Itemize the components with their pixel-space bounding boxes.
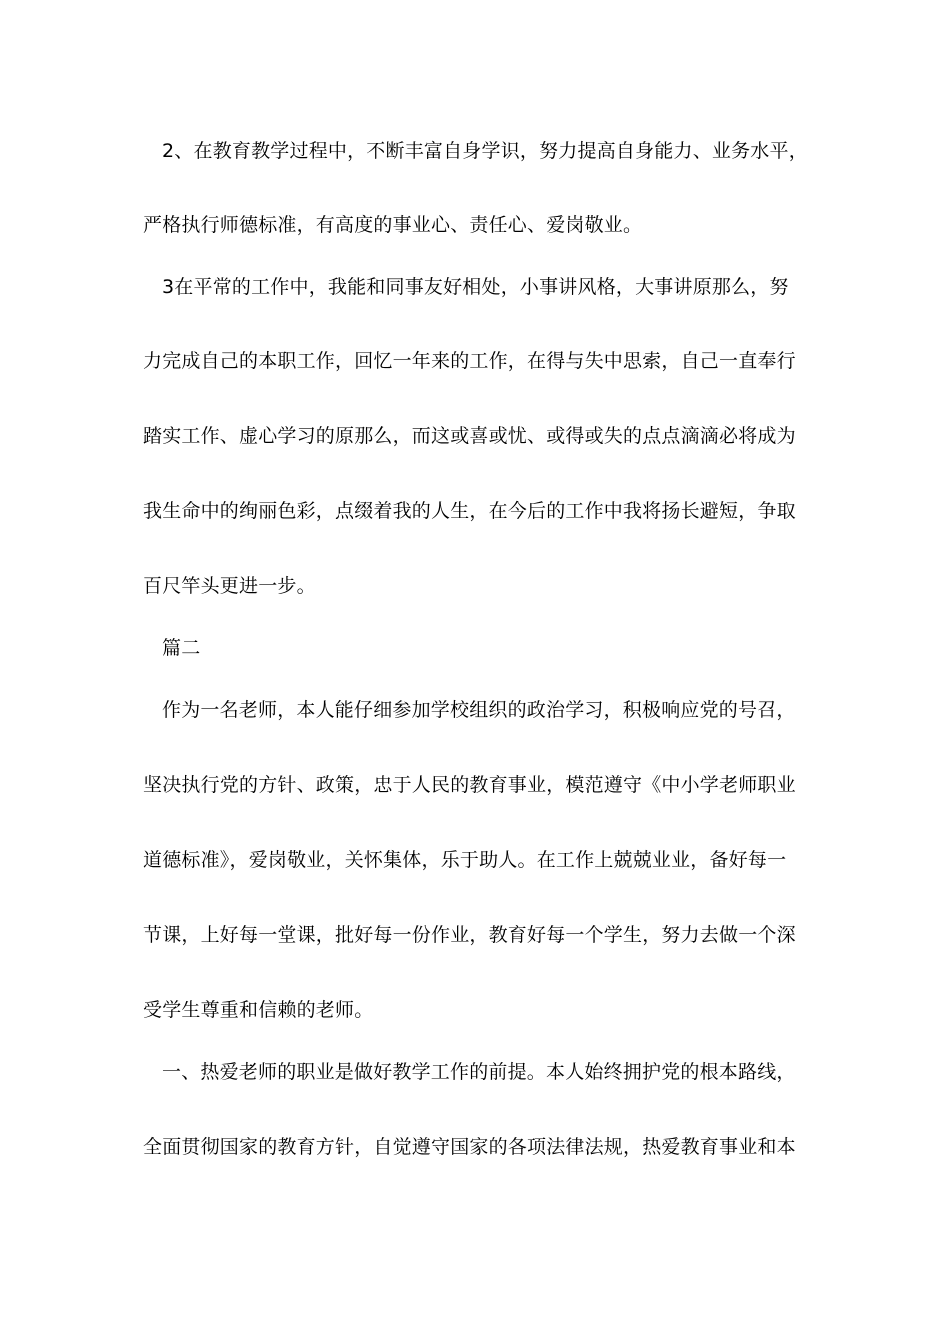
text-line: 我生命中的绚丽色彩，点缀着我的人生，在今后的工作中我将扬长避短，争取 <box>143 500 796 522</box>
text-line: 坚决执行党的方针、政策，忠于人民的教育事业，模范遵守《中小学老师职业 <box>143 774 796 796</box>
text-line: 力完成自己的本职工作，回忆一年来的工作，在得与失中思索，自己一直奉行 <box>143 350 796 372</box>
text-line: 作为一名老师，本人能仔细参加学校组织的政治学习，积极响应党的号召， <box>162 699 796 721</box>
text-line: 全面贯彻国家的教育方针，自觉遵守国家的各项法律法规，热爱教育事业和本 <box>143 1136 796 1158</box>
text-line: 百尺竿头更进一步。 <box>143 575 316 597</box>
text-line: 节课，上好每一堂课，批好每一份作业，教育好每一个学生，努力去做一个深 <box>143 924 796 946</box>
text-line: 3在平常的工作中，我能和同事友好相处，小事讲风格，大事讲原那么，努 <box>162 276 789 298</box>
text-line: 2、在教育教学过程中，不断丰富自身学识，努力提高自身能力、业务水平， <box>162 140 808 162</box>
text-line: 严格执行师德标准，有高度的事业心、责任心、爱岗敬业。 <box>143 214 643 236</box>
text-line: 受学生尊重和信赖的老师。 <box>143 999 374 1021</box>
text-line: 踏实工作、虚心学习的原那么，而这或喜或忧、或得或失的点点滴滴必将成为 <box>143 425 796 447</box>
text-line: 一、热爱老师的职业是做好教学工作的前提。本人始终拥护党的根本路线， <box>162 1061 796 1083</box>
text-line: 道德标准》，爱岗敬业，关怀集体，乐于助人。在工作上兢兢业业，备好每一 <box>143 849 787 871</box>
section-heading: 篇二 <box>162 637 201 659</box>
